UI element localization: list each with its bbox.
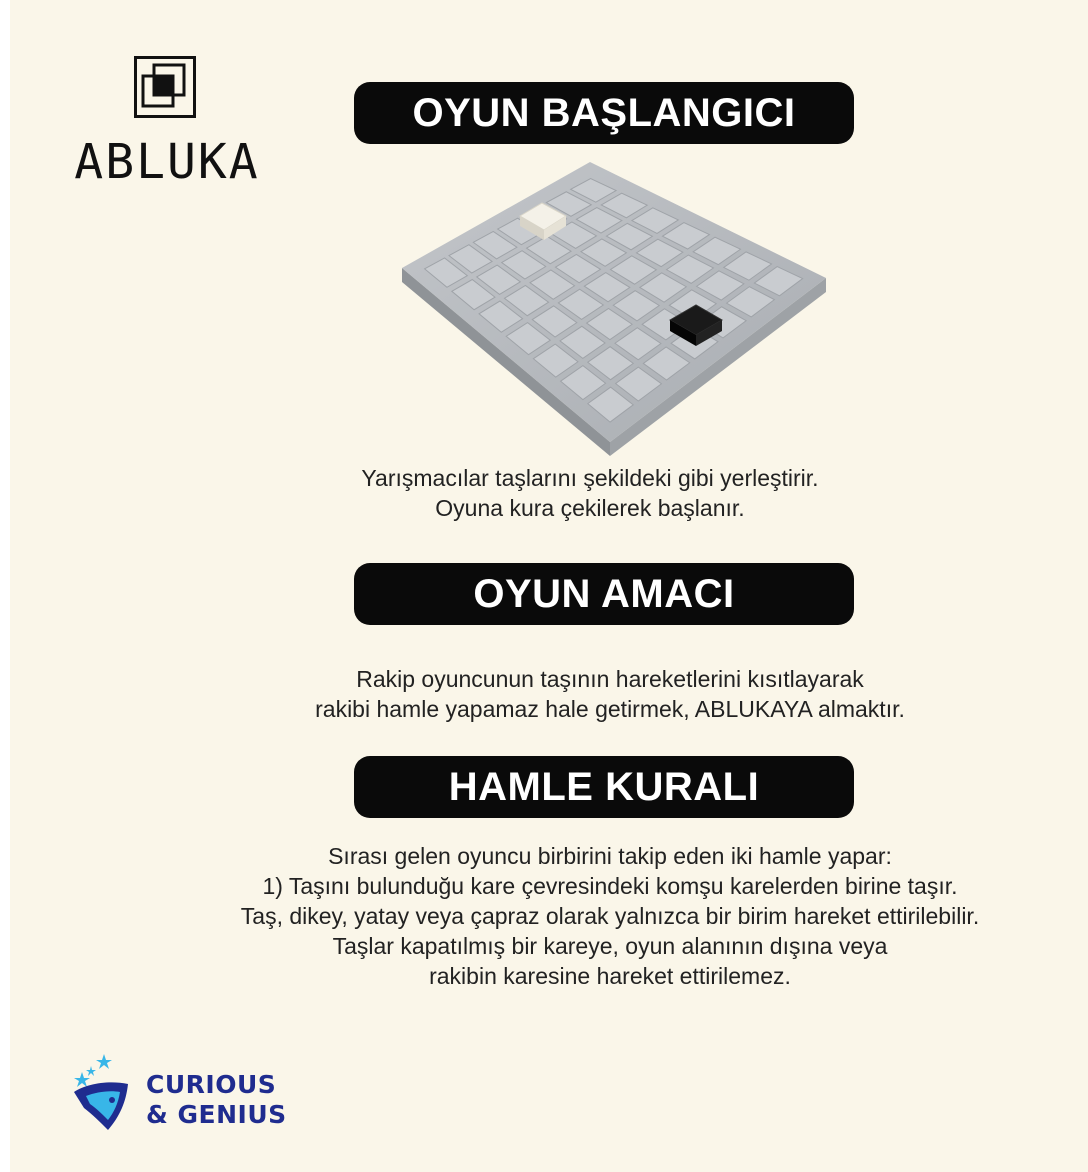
brain-stars-icon [68,1050,136,1134]
text-line: Taşlar kapatılmış bir kareye, oyun alanının dışına veya [332,933,888,959]
overlapping-squares-icon [134,56,196,118]
text-line: Yarışmacılar taşlarını şekildeki gibi yerleştirir. [361,465,819,491]
heading-game-start: OYUN BAŞLANGICI [354,82,854,144]
text-line: Oyuna kura çekilerek başlanır. [435,495,745,521]
game-board-illustration [390,160,830,460]
rules-poster [10,0,1088,1172]
text-line: rakibin karesine hareket ettirilemez. [429,963,791,989]
heading-move-rule: HAMLE KURALI [354,756,854,818]
logo-wordmark: ABLUKA [74,134,260,190]
section-rule-text [110,841,1088,991]
text-line: Taş, dikey, yatay veya çapraz olarak yalnızca bir birim hareket ettirilebilir. [240,903,980,929]
text-line: Rakip oyuncunun taşının hareketlerini kısıtlayarak [356,666,864,692]
heading-game-goal: OYUN AMACI [354,563,854,625]
brand-line-2: & GENIUS [146,1100,287,1129]
curious-genius-logo [68,1050,308,1140]
abluka-logo [67,56,267,196]
text-line: 1) Taşını bulunduğu kare çevresindeki komşu karelerden birine taşır. [262,873,958,899]
section-start-text [90,463,1088,523]
text-line: Sırası gelen oyuncu birbirini takip eden iki hamle yapar: [328,843,892,869]
section-goal-text [110,664,1088,724]
brand-line-1: CURIOUS [146,1070,277,1099]
text-line: rakibi hamle yapamaz hale getirmek, ABLUKAYA almaktır. [315,696,905,722]
brand-name [146,1070,287,1130]
